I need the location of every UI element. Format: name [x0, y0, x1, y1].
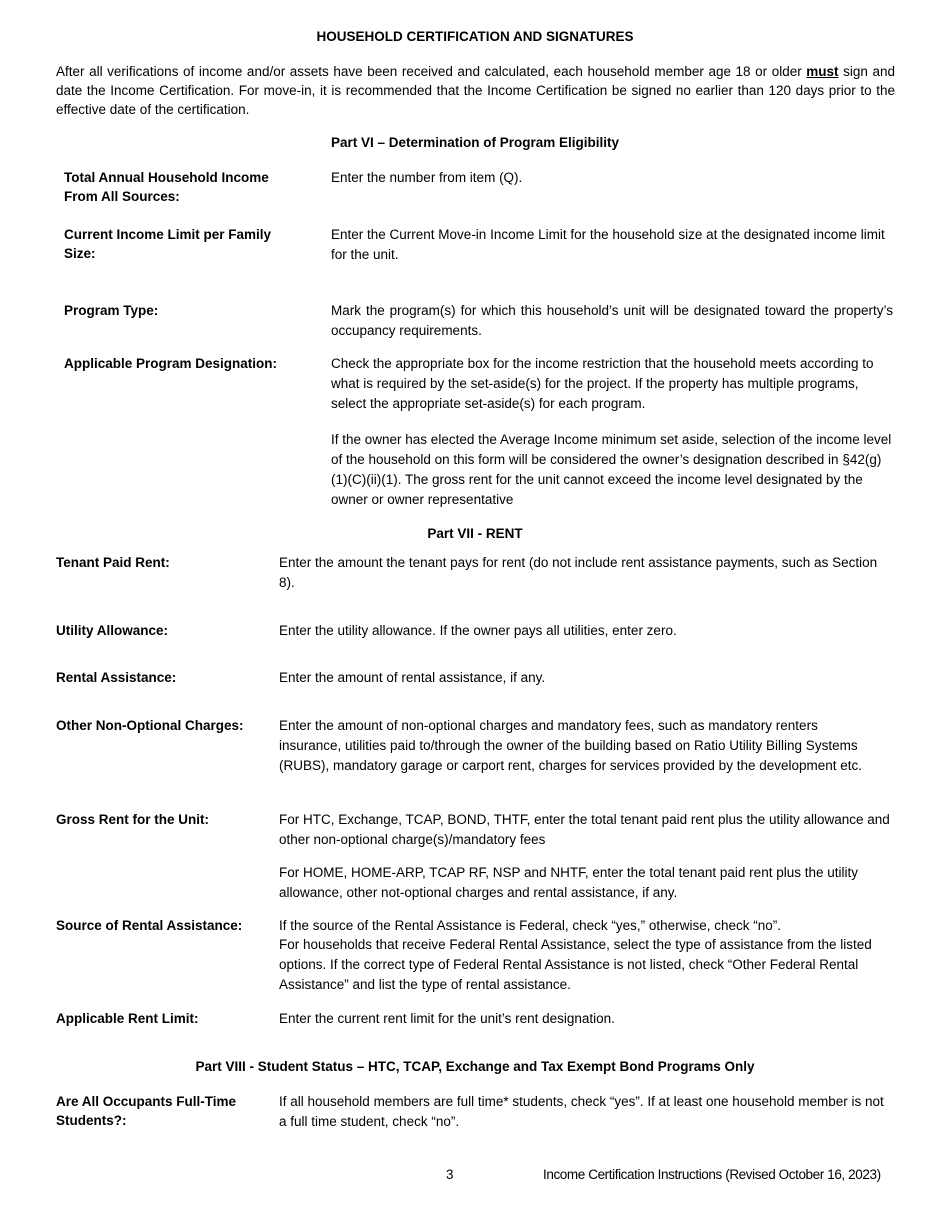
part6-label-program-designation: Applicable Program Designation:: [64, 356, 278, 371]
part7-label-tenant-paid-rent: Tenant Paid Rent:: [56, 555, 170, 570]
part8-heading: Part VIII - Student Status – HTC, TCAP, Exchange and Tax Exempt Bond Programs Only: [195, 1059, 755, 1074]
part7-label-rental-assistance: Rental Assistance:: [56, 670, 177, 685]
part7-label-rent-limit: Applicable Rent Limit:: [56, 1011, 199, 1026]
part7-heading: Part VII - RENT: [427, 526, 523, 541]
part6-desc-average-income: If the owner has elected the Average Income minimum set aside, selection of the income level of the household on this form will be considered the owner’s designation described in §42(g)(1)(C)(ii)(1). The gross rent for the unit cannot exceed the income level designated by the owner or owner representative: [331, 432, 892, 507]
part6-label-program-type: Program Type:: [64, 303, 159, 318]
part8-desc-full-time-students: If all household members are full time* students, check “yes”. If at least one household member is not a full time student, check “no”.: [279, 1094, 884, 1129]
part7-label-utility-allowance: Utility Allowance:: [56, 623, 169, 638]
intro-text-pre: After all verifications of income and/or assets have been received and calculated, each household member age 18 or older: [56, 64, 807, 79]
page-title: HOUSEHOLD CERTIFICATION AND SIGNATURES: [316, 29, 634, 44]
part7-desc-rental-assistance: Enter the amount of rental assistance, if any.: [279, 670, 546, 685]
part7-desc-rent-limit: Enter the current rent limit for the unit’s rent designation.: [279, 1011, 615, 1026]
part7-label-gross-rent: Gross Rent for the Unit:: [56, 812, 210, 827]
part7-desc-other-charges: Enter the amount of non-optional charges and mandatory fees, such as mandatory renters insurance, utilities paid to/through the owner of the building based on Ratio Utility Billing Systems (RUBS), mandatory garage or carport rent, charges for services provided by the development etc.: [279, 718, 863, 773]
part7-desc-source-assistance: If the source of the Rental Assistance is Federal, check “yes,” otherwise, check “no”.: [279, 918, 781, 933]
part6-desc-income-limit: Enter the Current Move-in Income Limit for the household size at the designated income limit for the unit.: [331, 227, 885, 262]
part6-desc-total-income: Enter the number from item (Q).: [331, 170, 523, 185]
intro-must: must: [806, 64, 839, 79]
part6-desc-program-designation: Check the appropriate box for the income restriction that the household meets according to what is required by the set-aside(s) for the project. If the property has multiple programs, select the appropriate set-aside(s) for each program.: [331, 356, 874, 411]
intro-text-post: sign and date the Income Certification. For move-in, it is recommended that the Income Certification be signed no earlier than 120 days prior to the effective date of the certification.: [56, 64, 895, 117]
part7-label-other-charges: Other Non-Optional Charges:: [56, 718, 244, 733]
part6-label-total-income: Total Annual Household Income From All Sources:: [64, 170, 269, 204]
page-number: 3: [446, 1167, 454, 1182]
part6-desc-program-type: Mark the program(s) for which this household’s unit will be designated toward the property’s occupancy requirements.: [331, 303, 893, 338]
part7-desc-gross-rent: For HTC, Exchange, TCAP, BOND, THTF, enter the total tenant paid rent plus the utility allowance and other non-optional charge(s)/mandatory fees: [279, 812, 890, 847]
part8-label-full-time-students: Are All Occupants Full-Time Students?:: [56, 1094, 237, 1128]
part6-heading: Part VI – Determination of Program Eligibility: [330, 135, 620, 150]
part7-desc-federal-assistance: For households that receive Federal Rental Assistance, select the type of assistance from the listed options. If the correct type of Federal Rental Assistance is not listed, check “Other Federal Rental Assistance” and list the type of rental assistance.: [279, 937, 872, 992]
part7-desc-utility-allowance: Enter the utility allowance. If the owner pays all utilities, enter zero.: [279, 623, 677, 638]
intro-paragraph: [56, 62, 895, 119]
part7-label-source-assistance: Source of Rental Assistance:: [56, 918, 243, 933]
part6-label-income-limit: Current Income Limit per Family Size:: [64, 227, 272, 261]
part7-desc-tenant-paid-rent: Enter the amount the tenant pays for rent (do not include rent assistance payments, such as Section 8).: [279, 555, 878, 590]
part7-desc-gross-rent-home: For HOME, HOME-ARP, TCAP RF, NSP and NHTF, enter the total tenant paid rent plus the utility allowance, other not-optional charges and rental assistance, if any.: [279, 865, 858, 900]
footer-doc-title: Income Certification Instructions (Revised October 16, 2023): [543, 1167, 881, 1182]
